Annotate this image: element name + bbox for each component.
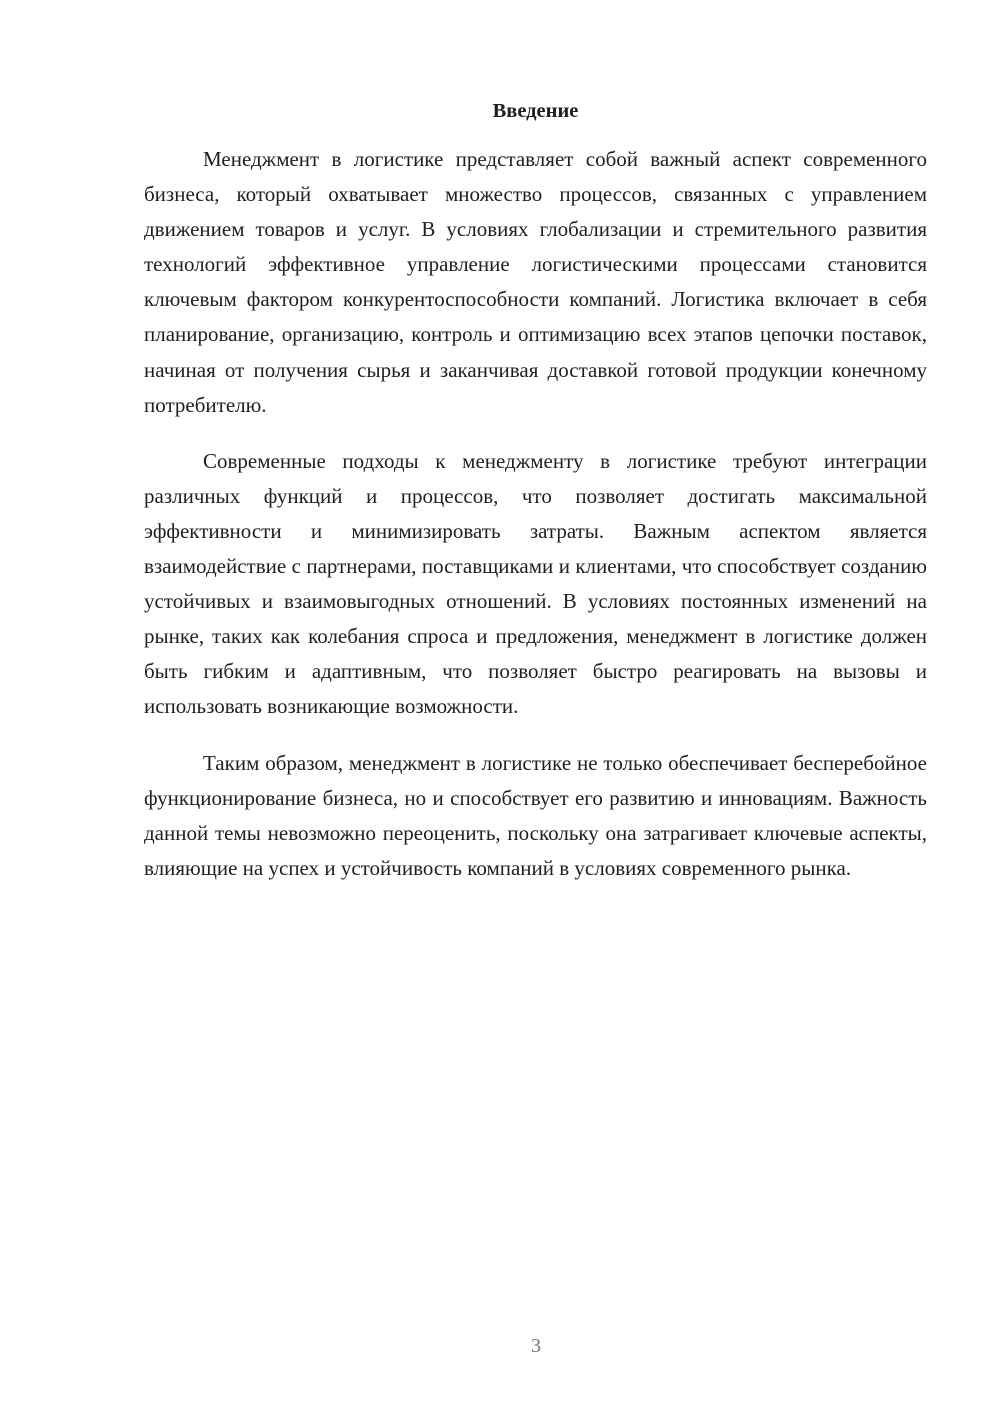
body-text <box>144 142 927 907</box>
page-number: 3 <box>531 1335 541 1357</box>
section-heading: Введение <box>492 100 579 122</box>
paragraph-3: Таким образом, менеджмент в логистике не только обеспечивает бесперебойное функционирование бизнеса, но и способствует его развитию и инновациям. Важность данной темы невозможно переоценить, поскольку она затрагивает ключевые аспекты, влияющие на успех и устойчивость компаний в условиях современного рынка. <box>144 750 927 880</box>
paragraph-1: Менеджмент в логистике представляет собой важный аспект современного бизнеса, который охватывает множество процессов, связанных с управлением движением товаров и услуг. В условиях глобализации и стремительного развития технологий эффективное управление логистическими процессами становится ключевым фактором конкурентоспособности компаний. Логистика включает в себя планирование, организацию, контроль и оптимизацию всех этапов цепочки поставок, начиная от получения сырья и заканчивая доставкой готовой продукции конечному потребителю. <box>144 147 927 417</box>
paragraph-2: Современные подходы к менеджменту в логистике требуют интеграции различных функций и процессов, что позволяет достигать максимальной эффективности и минимизировать затраты. Важным аспектом является взаимодействие с партнерами, поставщиками и клиентами, что способствует созданию устойчивых и взаимовыгодных отношений. В условиях постоянных изменений на рынке, таких как колебания спроса и предложения, менеджмент в логистике должен быть гибким и адаптивным, что позволяет быстро реагировать на вызовы и использовать возникающие возможности. <box>144 448 927 719</box>
